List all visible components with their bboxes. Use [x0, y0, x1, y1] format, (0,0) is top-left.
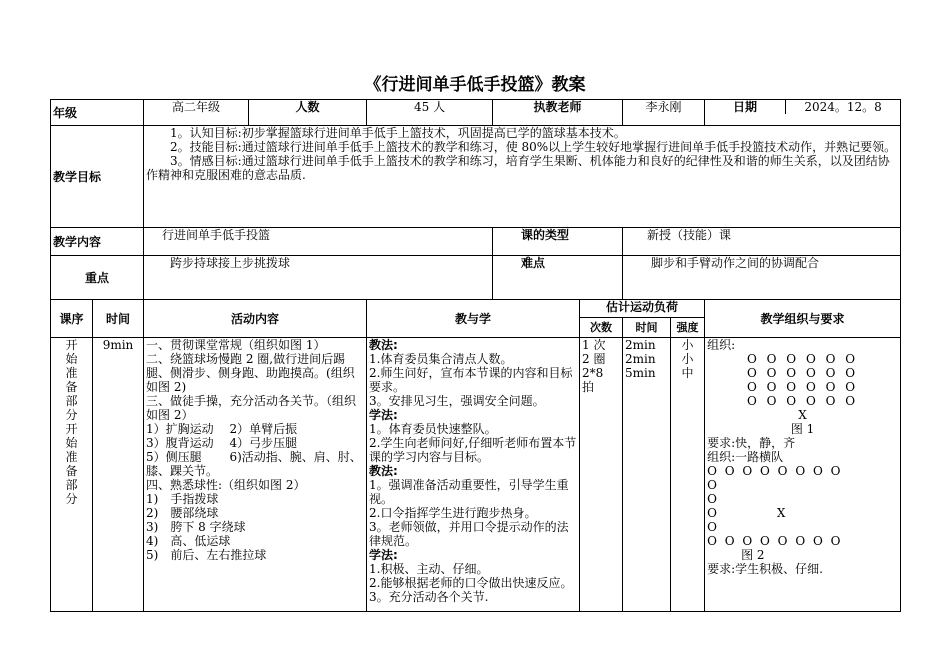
activity-line: 1) 手指拨球 — [146, 492, 219, 506]
header-count: 次数 — [580, 318, 623, 338]
formation-line: O O O O O O O O — [707, 464, 843, 478]
figure-caption: 图 2 — [741, 548, 765, 562]
learn-item: 1。体育委员快速整队。 — [369, 422, 497, 436]
org-label: 组织: — [707, 338, 736, 352]
learn-item: 2.学生向老师问好,仔细听老师布置本节课的学习内容与目标。 — [369, 436, 577, 464]
learn-item: 2.能够根据老师的口令做出快速反应。 — [369, 576, 573, 590]
header-load: 估计运动负荷 — [580, 300, 705, 318]
formation-middle — [707, 506, 898, 520]
activity-line: 2) 腰部绕球 — [146, 506, 219, 520]
header-duration: 时间 — [623, 318, 671, 338]
count-cell: 1 次 2 圈 2*8 拍 — [580, 338, 623, 612]
keypoint-label: 重点 — [51, 256, 144, 300]
learn-method-title: 学法: — [369, 408, 398, 422]
teach-item: 2.口令指挥学生进行跑步热身。 — [369, 506, 537, 520]
formation-row: O O O O O O — [747, 352, 859, 366]
header-teach: 教与学 — [367, 300, 580, 338]
header-time: 时间 — [93, 300, 144, 338]
activity-line: 四、熟悉球性:（组织如图 2） — [146, 478, 306, 492]
teacher-mark: X — [798, 408, 807, 422]
goals-label: 教学目标 — [51, 126, 144, 228]
header-order: 课序 — [51, 300, 93, 338]
count-value: 45 人 — [367, 100, 493, 126]
time-cell: 9min — [93, 338, 144, 612]
activity-line: 5) 前后、左右推拉球 — [146, 548, 267, 562]
teach-item: 1.体育委员集合清点人数。 — [369, 352, 513, 366]
lesson-plan-table — [50, 99, 901, 612]
formation-row: O O O O O O — [747, 380, 859, 394]
teach-cell — [367, 338, 580, 612]
goal-item: 3。情感目标:通过篮球行进间单手低手上篮技术的教学和练习，培育学生果断、机体能力和良好的纪律性及和谐的师生关系，以及团结协作精神和克服困难的意志品质. — [146, 154, 890, 182]
activity-line: 4) 高、低运球 — [146, 534, 231, 548]
formation-row: O O O O O O — [747, 366, 859, 380]
formation-mark: O — [707, 492, 717, 506]
teach-method-title: 教法: — [369, 338, 398, 352]
activity-line: 三、做徒手操，充分活动各关节。（组织如图 2） — [146, 394, 357, 422]
activity-line: 5）侧压腿 6)活动指、腕、肩、肘、膝、踝关节。 — [146, 450, 362, 478]
activity-line: 3) 胯下 8 字绕球 — [146, 520, 246, 534]
formation-mark: O — [707, 506, 717, 520]
date-label: 日期 — [705, 100, 786, 114]
activity-line: 一、贯彻课堂常规（组织如图 1） — [146, 338, 326, 352]
teach-item: 3。老师领做，并用口令提示动作的法律规范。 — [369, 520, 569, 548]
activity-line: 二、绕篮球场慢跑 2 圈,做行进间后踢腿、侧滑步、侧身跑、助跑摸高。(组织如图 2) — [146, 352, 355, 394]
count-label: 人数 — [249, 100, 367, 126]
requirement: 要求:快，静，齐 — [707, 436, 796, 450]
teach-method-title: 教法: — [369, 464, 398, 478]
intensity-cell: 小 小 中 — [671, 338, 705, 612]
lesson-type-value: 新授（技能）课 — [623, 228, 901, 256]
figure-caption: 图 1 — [790, 422, 815, 436]
teacher-mark: X — [776, 506, 786, 520]
grade-value: 高二年级 — [144, 100, 249, 126]
requirement: 要求:学生积极、仔细. — [707, 562, 823, 576]
content-label: 教学内容 — [51, 228, 144, 256]
header-intensity: 强度 — [671, 318, 705, 338]
content-value: 行进间单手低手投篮 — [144, 228, 493, 256]
formation-mark: O — [707, 478, 717, 492]
header-org: 教学组织与要求 — [705, 300, 901, 338]
formation-mark: O — [707, 520, 717, 534]
teach-item: 3。安排见习生，强调安全问题。 — [369, 394, 545, 408]
org-label: 组织:一路横队 — [707, 450, 784, 464]
formation-row: O O O O O O — [747, 394, 859, 408]
activity-cell — [144, 338, 367, 612]
lesson-type-label: 课的类型 — [493, 228, 623, 256]
teach-item: 2.师生问好，宣布本节课的内容和目标要求。 — [369, 366, 573, 394]
grade-label: 年级 — [51, 100, 144, 126]
teacher-value: 李永刚 — [623, 100, 705, 126]
activity-line: 1）扩胸运动 2）单臂后振 — [146, 422, 298, 436]
page-title: 《行进间单手低手投篮》教案 — [364, 75, 586, 95]
keypoint-value: 跨步持球接上步挑拨球 — [144, 256, 493, 300]
difficulty-label: 难点 — [493, 256, 623, 300]
formation-grid — [707, 352, 898, 408]
goal-item: 2。技能目标:通过篮球行进间单手低手上篮技术的教学和练习，使 80%以上学生较好地掌握行进间单手低手投篮技术动作，并熟记要领。 — [170, 140, 897, 154]
formation-line: O O O O O O O O — [707, 534, 843, 548]
teach-item: 1。强调准备活动重要性，引导学生重视。 — [369, 478, 569, 506]
header-activity: 活动内容 — [144, 300, 367, 338]
duration-cell: 2min 2min 5min — [623, 338, 671, 612]
activity-line: 3）腹背运动 4）弓步压腿 — [146, 436, 298, 450]
goal-item: 1。认知目标:初步掌握篮球行进间单手低手上篮技术，巩固提高已学的篮球基本技术。 — [170, 126, 626, 140]
difficulty-value: 脚步和手臂动作之间的协调配合 — [623, 256, 901, 300]
date-value: 2024。12。8 — [804, 100, 882, 114]
learn-method-title: 学法: — [369, 548, 398, 562]
org-cell — [705, 338, 901, 612]
order-cell: 开 始 准 备 部 分 开 始 准 备 部 分 — [51, 338, 93, 612]
learn-item: 1.积极、主动、仔细。 — [369, 562, 489, 576]
teacher-label: 执教老师 — [493, 100, 623, 126]
learn-item: 3。充分活动各个关节. — [369, 590, 489, 604]
